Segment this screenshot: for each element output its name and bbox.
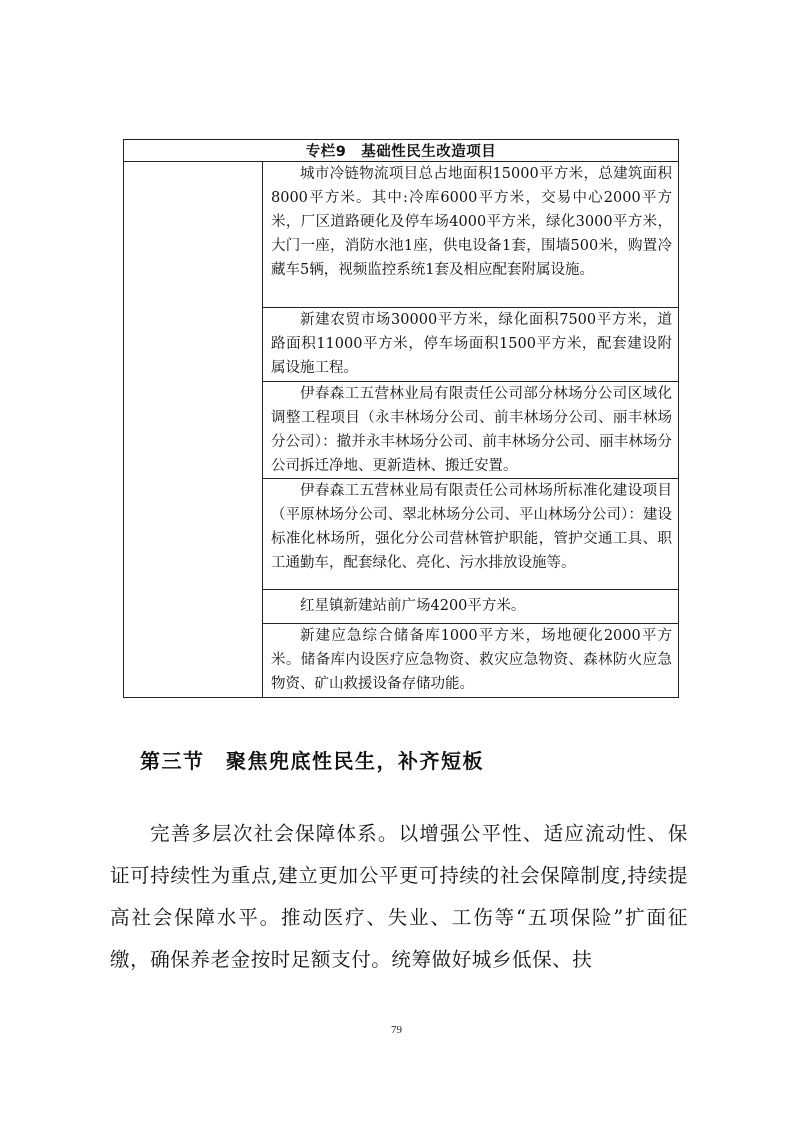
project-description: 城市冷链物流项目总占地面积15000平方米，总建筑面积8000平方米。其中:冷库6000平方米，交易中心2000平方米，厂区道路硬化及停车场4000平方米，绿化3000平方米，大门一座，消防水池1座，供电设备1套，围墙500米，购置冷藏车5辆，视频监控系统1套及相应配套附属设施。 (271, 166, 672, 278)
project-description: 新建农贸市场30000平方米，绿化面积7500平方米，道路面积11000平方米，停车场面积1500平方米，配套建设附属设施工程。 (271, 312, 672, 376)
table-cell (263, 479, 679, 590)
project-description: 红星镇新建站前广场4200平方米。 (300, 598, 526, 614)
table-title: 专栏9 基础性民生改造项目 (124, 140, 679, 162)
table-cell (263, 382, 679, 479)
table-header-row (124, 140, 679, 162)
table-cell (263, 590, 679, 624)
table-cell (263, 308, 679, 382)
section-heading: 第三节 聚焦兜底性民生，补齐短板 (140, 749, 484, 773)
project-description: 伊春森工五营林业局有限责任公司林场所标准化建设项目（平原林场分公司、翠北林场分公司、平山林场分公司）：建设标准化林场所，强化分公司营林管护职能，管护交通工具、职工通勤车，配套绿化、亮化、污水排放设施等。 (271, 483, 672, 571)
body-paragraph: 完善多层次社会保障体系。以增强公平性、适应流动性、保证可持续性为重点,建立更加公平更可持续的社会保障制度,持续提高社会保障水平。推动医疗、失业、工伤等“五项保险”扩面征缴，确保养老金按时足额支付。统筹做好城乡低保、扶 (110, 822, 688, 971)
project-table (123, 139, 679, 698)
project-description: 新建应急综合储备库1000平方米，场地硬化2000平方米。储备库内设医疗应急物资、救灾应急物资、森林防火应急物资、矿山救援设备存储功能。 (271, 628, 672, 692)
project-description: 伊春森工五营林业局有限责任公司部分林场分公司区域化调整工程项目（永丰林场分公司、前丰林场分公司、丽丰林场分公司）：撤并永丰林场分公司、前丰林场分公司、丽丰林场分公司拆迁净地、更新造林、搬迁安置。 (271, 386, 672, 474)
table-left-cell (124, 162, 263, 698)
table-cell (263, 162, 679, 308)
table-cell (263, 624, 679, 698)
page-number: 79 (391, 1024, 402, 1036)
table-row (124, 162, 679, 308)
